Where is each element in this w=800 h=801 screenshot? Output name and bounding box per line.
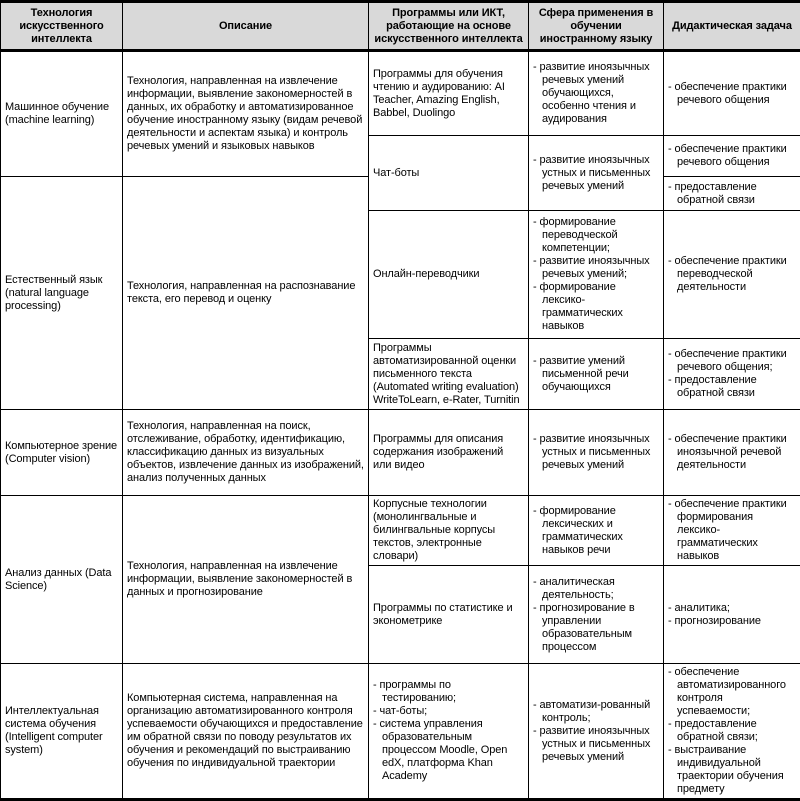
list-item: - прогнозирование xyxy=(668,615,796,628)
list-item: - автоматизи-рованный контроль; xyxy=(533,699,659,725)
cell-tech-intelligent-system: Интеллектуальная система обучения (Intelligent computer system) xyxy=(1,664,123,800)
cell-sphere-reading-listening xyxy=(529,51,664,136)
list-item: - развитие иноязычных устных и письменных речевых умений xyxy=(533,725,659,764)
list-item: - развитие иноязычных речевых умений; xyxy=(533,255,659,281)
list-item: - развитие иноязычных устных и письменных речевых умений xyxy=(533,433,659,472)
cell-programs-online-translators: Онлайн-переводчики xyxy=(369,211,529,339)
cell-task-chatbots-feedback xyxy=(664,177,800,211)
cell-programs-reading-listening: Программы для обучения чтению и аудированию: AI Teacher, Amazing English, Babbel, Duolingo xyxy=(369,51,529,136)
cell-sphere-automated-writing-evaluation xyxy=(529,339,664,410)
cell-desc-data-science: Технология, направленная на извлечение информации, выявление закономерностей в данных и прогнозирование xyxy=(123,496,369,664)
list-item: - развитие умений письменной речи обучающихся xyxy=(533,355,659,394)
cell-task-statistics xyxy=(664,566,800,664)
list-item: - выстраивание индивидуальной траектории обучения предмету xyxy=(668,744,796,796)
list-item: - обеспечение практики речевого общения xyxy=(668,143,796,169)
cell-tech-computer-vision: Компьютерное зрение (Computer vision) xyxy=(1,410,123,496)
list-item: - предоставление обратной связи xyxy=(668,181,796,207)
list-item: - чат-боты; xyxy=(373,705,524,718)
list-item: - обеспечение практики иноязычной речевой деятельности xyxy=(668,433,796,472)
list-item: - обеспечение практики формирования лексико-грамматических навыков xyxy=(668,498,796,563)
list-item: - предоставление обратной связи; xyxy=(668,718,796,744)
table-row xyxy=(1,496,800,566)
cell-tech-natural-language: Естественный язык (natural language processing) xyxy=(1,177,123,410)
header-cell-technology: Технология искусственного интеллекта xyxy=(1,2,123,51)
cell-task-corpus-technologies xyxy=(664,496,800,566)
cell-programs-chatbots: Чат-боты xyxy=(369,136,529,211)
header-cell-description: Описание xyxy=(123,2,369,51)
cell-sphere-chatbots xyxy=(529,136,664,211)
cell-sphere-statistics xyxy=(529,566,664,664)
cell-sphere-image-description xyxy=(529,410,664,496)
cell-programs-statistics: Программы по статистике и эконометрике xyxy=(369,566,529,664)
cell-task-reading-listening xyxy=(664,51,800,136)
cell-desc-computer-vision: Технология, направленная на поиск, отслеживание, обработку, идентификацию, классификацию данных из визуальных объектов, извлечение данных из изображений, анализ полученных данных xyxy=(123,410,369,496)
cell-programs-automated-writing-evaluation: Программы автоматизированной оценки письменного текста (Automated writing evaluation) WriteToLearn, e-Rater, Turnitin xyxy=(369,339,529,410)
cell-desc-machine-learning: Технология, направленная на извлечение информации, выявление закономерностей в данных, их обработку и автоматизированное обучение иностранному языку (видам речевой деятельности и аспектам языка) и контроль речевых умений и языковых навыков xyxy=(123,51,369,177)
cell-programs-intelligent-system xyxy=(369,664,529,800)
list-item: - формирование переводческой компетенции; xyxy=(533,216,659,255)
header-cell-didactic-task: Дидактическая задача xyxy=(664,2,800,51)
cell-sphere-corpus-technologies xyxy=(529,496,664,566)
cell-desc-intelligent-system: Компьютерная система, направленная на организацию автоматизированного контроля успеваемости обучающихся и предоставление им обратной связи по поводу результатов их обучения и рекомендаций по выстраиванию обучения по индивидуальной траектории xyxy=(123,664,369,800)
list-item: - обеспечение автоматизированного контроля успеваемости; xyxy=(668,666,796,718)
cell-task-automated-writing-evaluation xyxy=(664,339,800,410)
table-row xyxy=(1,51,800,136)
cell-programs-image-description: Программы для описания содержания изображений или видео xyxy=(369,410,529,496)
header-cell-sphere: Сфера применения в обучении иностранному языку xyxy=(529,2,664,51)
list-item: - формирование лексико-грамматических навыков xyxy=(533,281,659,333)
cell-sphere-intelligent-system xyxy=(529,664,664,800)
header-row xyxy=(1,2,800,51)
cell-task-chatbots-speech-practice xyxy=(664,136,800,177)
table-row xyxy=(1,410,800,496)
cell-task-online-translators xyxy=(664,211,800,339)
list-item: - система управления образовательным процессом Moodle, Open edX, платформа Khan Academy xyxy=(373,718,524,783)
list-item: - развитие иноязычных устных и письменных речевых умений xyxy=(533,154,659,193)
list-item: - аналитика; xyxy=(668,602,796,615)
cell-task-intelligent-system xyxy=(664,664,800,800)
cell-tech-machine-learning: Машинное обучение (machine learning) xyxy=(1,51,123,177)
cell-task-image-description xyxy=(664,410,800,496)
list-item: - обеспечение практики речевого общения; xyxy=(668,348,796,374)
list-item: - программы по тестированию; xyxy=(373,679,524,705)
list-item: - обеспечение практики речевого общения xyxy=(668,81,796,107)
cell-programs-corpus-technologies: Корпусные технологии (монолингвальные и билингвальные корпусы текстов, электронные словари) xyxy=(369,496,529,566)
list-item: - обеспечение практики переводческой деятельности xyxy=(668,255,796,294)
cell-sphere-online-translators xyxy=(529,211,664,339)
list-item: - развитие иноязычных речевых умений обучающихся, особенно чтения и аудирования xyxy=(533,61,659,126)
table-row xyxy=(1,664,800,800)
list-item: - предоставление обратной связи xyxy=(668,374,796,400)
cell-desc-natural-language: Технология, направленная на распознавание текста, его перевод и оценку xyxy=(123,177,369,410)
list-item: - аналитическая деятельность; xyxy=(533,576,659,602)
list-item: - прогнозирование в управлении образовательным процессом xyxy=(533,602,659,654)
list-item: - формирование лексических и грамматических навыков речи xyxy=(533,505,659,557)
header-cell-programs: Программы или ИКТ, работающие на основе искусственного интеллекта xyxy=(369,2,529,51)
cell-tech-data-science: Анализ данных (Data Science) xyxy=(1,496,123,664)
